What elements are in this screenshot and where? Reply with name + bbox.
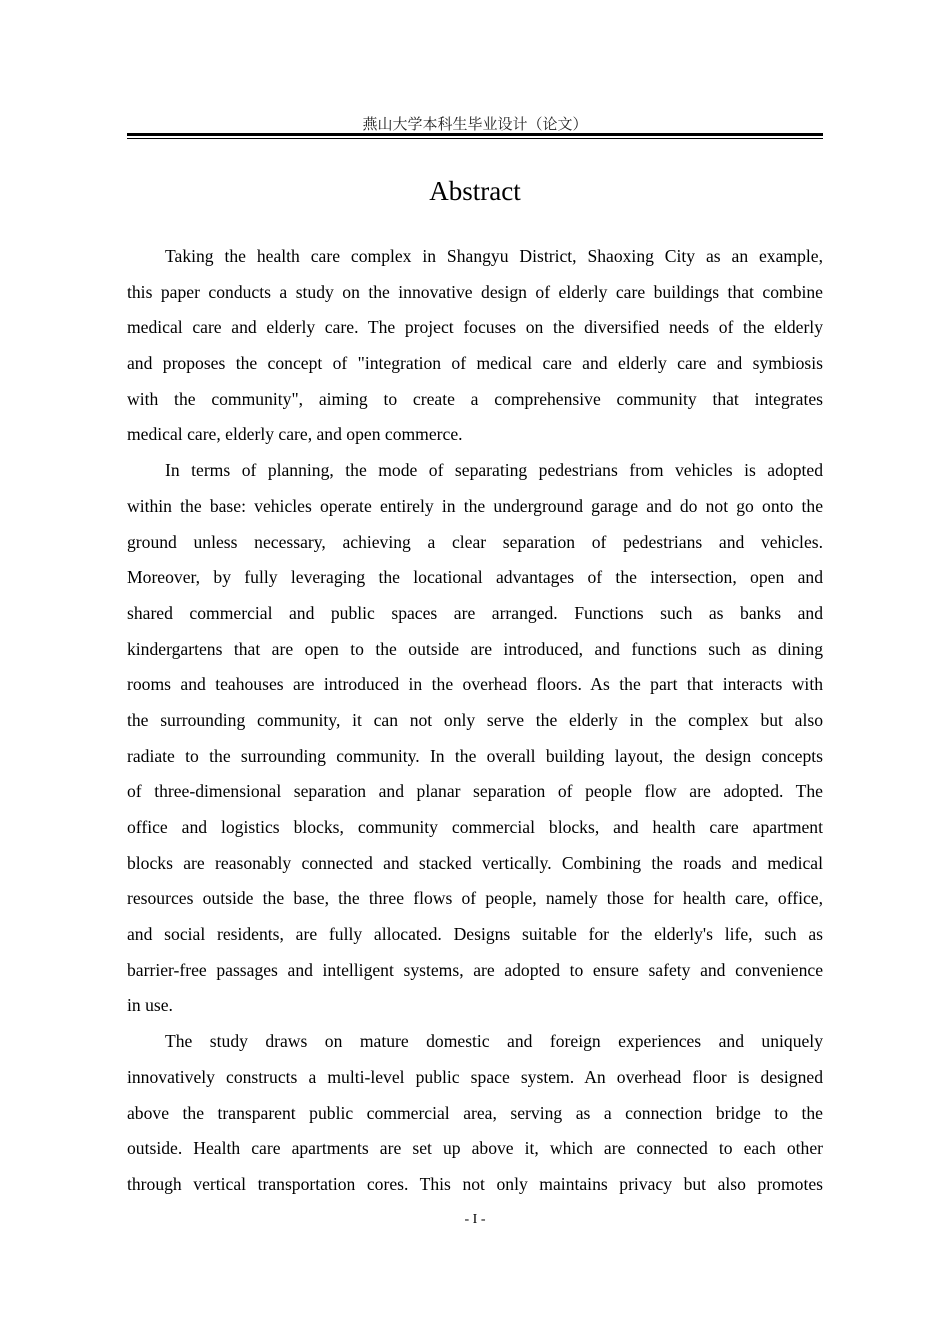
text-line: with the community", aiming to create a comprehensive community that integrates — [127, 388, 823, 409]
text-line: rooms and teahouses are introduced in the overhead floors. As the part that interacts with — [127, 674, 823, 695]
paragraph — [127, 1024, 823, 1202]
text-line: office and logistics blocks, community commercial blocks, and health care apartment — [127, 817, 823, 837]
text-line: in use. — [127, 995, 173, 1016]
text-line: and social residents, are fully allocated. Designs suitable for the elderly's life, such as — [127, 924, 823, 945]
page-title: Abstract — [429, 176, 521, 206]
text-line: radiate to the surrounding community. In the overall building layout, the design concepts — [127, 745, 823, 766]
text-line: and proposes the concept of "integration of medical care and elderly care and symbiosis — [127, 353, 823, 374]
text-line: medical care, elderly care, and open commerce. — [127, 424, 463, 445]
text-line: blocks are reasonably connected and stacked vertically. Combining the roads and medical — [127, 852, 823, 873]
text-line: this paper conducts a study on the innovative design of elderly care buildings that combine — [127, 281, 823, 302]
text-line: medical care and elderly care. The project focuses on the diversified needs of the elderly — [127, 317, 823, 338]
text-line: of three-dimensional separation and planar separation of people flow are adopted. The — [127, 781, 823, 802]
text-line: kindergartens that are open to the outside are introduced, and functions such as dining — [127, 638, 823, 659]
text-line: above the transparent public commercial area, serving as a connection bridge to the — [127, 1102, 823, 1123]
text-line: resources outside the base, the three flows of people, namely those for health care, office, — [127, 888, 823, 909]
text-line: barrier-free passages and intelligent systems, are adopted to ensure safety and convenience — [127, 959, 823, 980]
paragraph — [127, 453, 823, 1024]
text-line: innovatively constructs a multi-level public space system. An overhead floor is designed — [127, 1066, 823, 1087]
running-header: 燕山大学本科生毕业设计（论文） — [362, 115, 588, 133]
text-line: shared commercial and public spaces are arranged. Functions such as banks and — [127, 602, 823, 623]
page-number: - I - — [464, 1212, 486, 1227]
text-line: ground unless necessary, achieving a clear separation of pedestrians and vehicles. — [127, 531, 823, 552]
header-rule-thin — [127, 138, 823, 139]
text-line: through vertical transportation cores. This not only maintains privacy but also promotes — [127, 1173, 823, 1194]
text-line: The study draws on mature domestic and foreign experiences and uniquely — [165, 1031, 823, 1052]
abstract-body — [127, 239, 823, 1203]
text-line: the surrounding community, it can not only serve the elderly in the complex but also — [127, 709, 823, 730]
text-line: Taking the health care complex in Shangyu District, Shaoxing City as an example, — [165, 246, 823, 266]
paragraph — [127, 239, 823, 453]
header-rule-thick — [127, 133, 823, 136]
text-line: within the base: vehicles operate entirely in the underground garage and do not go onto the — [127, 495, 823, 516]
text-line: Moreover, by fully leveraging the locational advantages of the intersection, open and — [127, 567, 823, 588]
text-line: In terms of planning, the mode of separating pedestrians from vehicles is adopted — [165, 460, 823, 481]
text-line: outside. Health care apartments are set up above it, which are connected to each other — [127, 1138, 823, 1159]
